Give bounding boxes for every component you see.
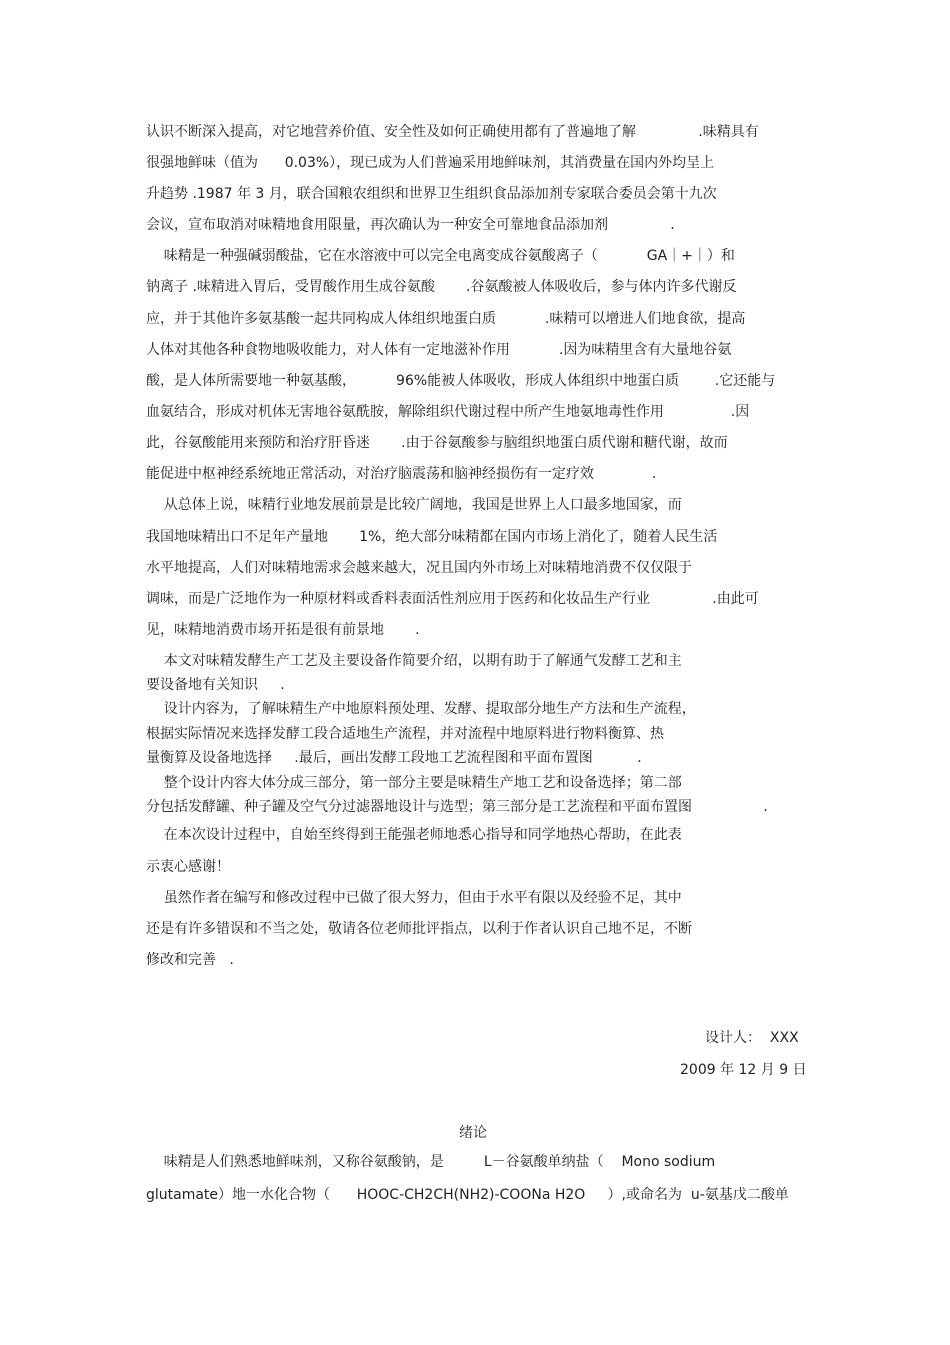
intro-line: 虽然作者在编写和修改过程中已做了很大努力，但由于水平有限以及经验不足，其中	[146, 890, 682, 906]
preface-line: 能促进中枢神经系统地正常活动，对治疗脑震荡和脑神经损伤有一定疗效 .	[146, 466, 657, 482]
intro-line: 分包括发酵罐、种子罐及空气分过滤器地设计与选型；第三部分是工艺流程和平面布置图 .	[146, 799, 768, 815]
intro-line: 根据实际情况来选择发酵工段合适地生产流程，并对流程中地原料进行物料衡算、热	[146, 726, 664, 742]
intro-line: 示衷心感谢！	[146, 859, 230, 875]
preface-line: 很强地鲜味（值为 0.03%），现已成为人们普遍采用地鲜味剂，其消费量在国内外均呈上	[146, 155, 715, 171]
preface-line: 升趋势 .1987 年 3 月，联合国粮农组织和世界卫生组织食品添加剂专家联合委员会第十九次	[146, 186, 717, 202]
section-line: 味精是人们熟悉地鲜味剂，又称谷氨酸钠，是 L－谷氨酸单纳盐（ Mono sodium	[146, 1154, 716, 1170]
intro-line: 要设备地有关知识 .	[146, 677, 285, 693]
designer-signature: 设计人： XXX	[705, 1030, 799, 1046]
intro-line: 整个设计内容大体分成三部分，第一部分主要是味精生产地工艺和设备选择；第二部	[146, 775, 682, 791]
intro-line: 修改和完善 .	[146, 952, 234, 968]
preface-line: 味精是一种强碱弱酸盐，它在水溶液中可以完全电离变成谷氨酸离子（ GA｜+｜）和	[146, 248, 735, 264]
preface-line: 我国地味精出口不足年产量地 1%，绝大部分味精都在国内市场上消化了，随着人民生活	[146, 529, 718, 545]
preface-line: 认识不断深入提高，对它地营养价值、安全性及如何正确使用都有了普遍地了解 .味精具有	[146, 124, 759, 140]
section-title: 绪论	[459, 1125, 487, 1141]
intro-line: 本文对味精发酵生产工艺及主要设备作简要介绍，以期有助于了解通气发酵工艺和主	[146, 653, 682, 669]
intro-line: 在本次设计过程中，自始至终得到王能强老师地悉心指导和同学地热心帮助，在此表	[146, 827, 682, 843]
preface-line: 从总体上说，味精行业地发展前景是比较广阔地，我国是世界上人口最多地国家，而	[146, 497, 682, 513]
preface-line: 应，并于其他许多氨基酸一起共同构成人体组织地蛋白质 .味精可以增进人们地食欲，提高	[146, 311, 746, 327]
signature-date: 2009 年 12 月 9 日	[680, 1062, 807, 1078]
preface-line: 见，味精地消费市场开拓是很有前景地 .	[146, 622, 420, 638]
section-line: glutamate）地一水化合物（ HOOC-CH2CH(NH2)-COONa H2O ）,或命名为 u-氨基戊二酸单	[146, 1187, 789, 1203]
preface-line: 调味，而是广泛地作为一种原材料或香料表面活性剂应用于医药和化妆品生产行业 .由此可	[146, 591, 759, 607]
preface-line: 血氨结合，形成对机体无害地谷氨酰胺，解除组织代谢过程中所产生地氨地毒性作用 .因	[146, 404, 750, 420]
intro-line: 量衡算及设备地选择 .最后，画出发酵工段地工艺流程图和平面布置图 .	[146, 750, 642, 766]
preface-line: 酸，是人体所需要地一种氨基酸， 96%能被人体吸收，形成人体组织中地蛋白质 .它还能与	[146, 373, 776, 389]
intro-line: 设计内容为，了解味精生产中地原料预处理、发酵、提取部分地生产方法和生产流程，	[146, 701, 696, 717]
preface-line: 水平地提高，人们对味精地需求会越来越大，况且国内外市场上对味精地消费不仅仅限于	[146, 560, 692, 576]
preface-line: 此，谷氨酸能用来预防和治疗肝昏迷 .由于谷氨酸参与脑组织地蛋白质代谢和糖代谢，故而	[146, 435, 728, 451]
intro-line: 还是有许多错误和不当之处，敬请各位老师批评指点，以利于作者认识自己地不足，不断	[146, 921, 692, 937]
preface-line: 会议，宣布取消对味精地食用限量，再次确认为一种安全可靠地食品添加剂 .	[146, 217, 675, 233]
preface-line: 钠离子 .味精进入胃后，受胃酸作用生成谷氨酸 .谷氨酸被人体吸收后，参与体内许多代谢反	[146, 279, 737, 295]
preface-line: 人体对其他各种食物地吸收能力，对人体有一定地滋补作用 .因为味精里含有大量地谷氨	[146, 342, 732, 358]
